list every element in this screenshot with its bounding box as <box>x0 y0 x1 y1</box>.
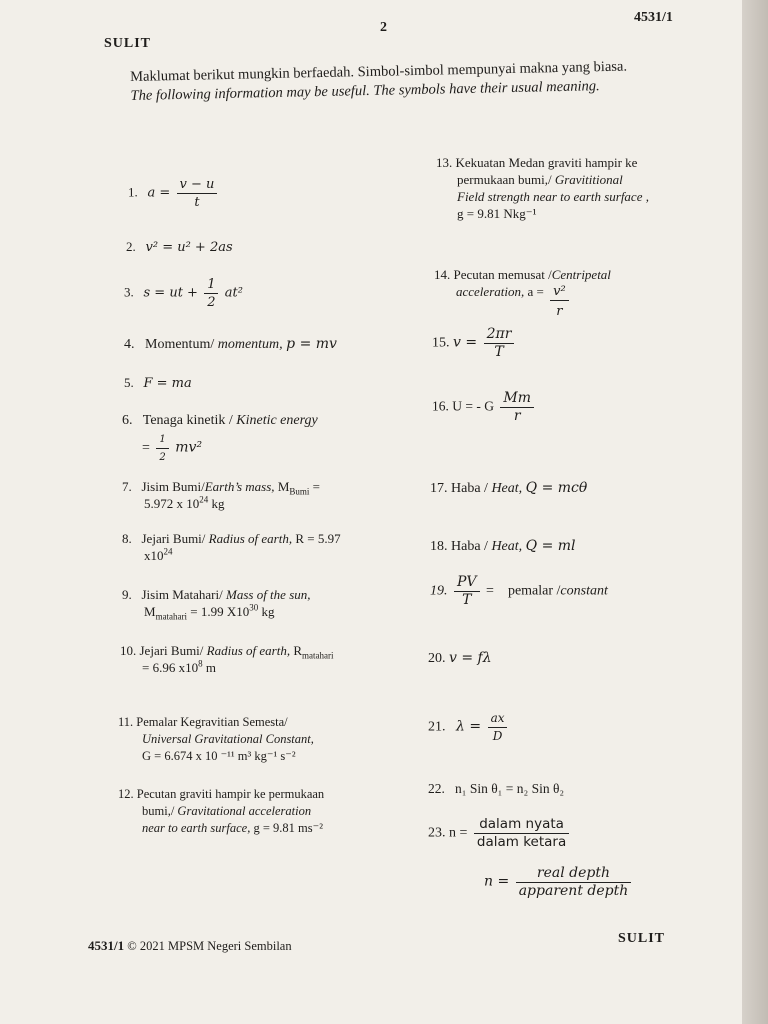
formula-item-6: 6. Tenaga kinetik / Kinetic energy = $\frac{1}{2}$ mv² <box>122 412 318 466</box>
footer-sulit-label: SULIT <box>618 931 666 946</box>
fraction: $\frac{PV}{T}$ <box>454 574 480 609</box>
fraction: $\frac{Mm}{r}$ <box>500 390 534 425</box>
header-sulit-label: SULIT <box>104 36 152 51</box>
formula-item-8: 8. Jejari Bumi/ Radius of earth, R = 5.97 $x10^{24}$ <box>122 531 341 563</box>
footer-copyright: 4531/1 © 2021 MPSM Negeri Sembilan <box>88 938 292 953</box>
formula-item-17: 17. Haba / Heat, Q = mcθ <box>430 480 588 496</box>
formula-item-20: 20. v = fλ <box>428 650 492 666</box>
formula-item-10: 10. Jejari Bumi/ Radius of earth, $R_{matahari}$ = 6.96 $x10^8$ m <box>120 643 334 675</box>
formula-item-4: 4. Momentum/ momentum, p = mv <box>124 336 337 352</box>
formula-item-12: 12. Pecutan graviti hampir ke permukaan bumi,/ Gravitational acceleration near to earth surface, g = 9.81 ms⁻² <box>118 787 325 835</box>
formula-item-16: 16. U = - G $\frac{Mm}{r}$ <box>432 390 537 425</box>
fraction: $\frac{\text{real depth}}{\text{apparent depth}}$ <box>516 865 632 900</box>
page-edge <box>742 0 768 1024</box>
formula-item-23: 23. n = $\frac{\text{dalam nyata}}{\text{dalam ketara}}$ n = $\frac{\text{real depth}}{\text{apparent depth}}$ <box>428 816 634 900</box>
fraction: $\frac{v - u}{t}$ <box>177 176 218 211</box>
formula-item-21: 21. λ = $\frac{ax}{D}$ <box>428 710 510 745</box>
formula-item-14: 14. Pecutan memusat /Centripetal acceleration, a = $\frac{\text{v²}}{r}$ <box>434 267 611 319</box>
formula-item-5: 5. F = ma <box>124 375 192 391</box>
formula-item-9: 9. Jisim Matahari/ Mass of the sun, $M_{matahari} = 1.99$ $X10^{30}$ kg <box>122 587 311 622</box>
formula-item-22: 22. n₁ Sin θ₁ = n₂ Sin θ₂ <box>428 781 565 796</box>
paper-code: 4531/1 <box>634 10 673 25</box>
fraction: $\frac{2\pi r}{T}$ <box>484 326 515 361</box>
page-number: 2 <box>380 20 387 35</box>
fraction: $\frac{ax}{D}$ <box>488 710 508 745</box>
formula-item-11: 11. Pemalar Kegravitian Semesta/ Universal Gravitational Constant, G = 6.674 x 10 ⁻¹¹ m³ kg⁻¹ s⁻² <box>118 715 314 763</box>
formula-item-18: 18. Haba / Heat, Q = ml <box>430 538 576 554</box>
fraction: $\frac{\text{v²}}{r}$ <box>550 283 569 320</box>
formula-item-7: 7. Jisim Bumi/Earth’s mass, $M_{Bumi}$ = 5.972 x $10^{24}$ kg <box>122 479 320 511</box>
intro-english: The following information may be useful. The symbols have their usual meaning. <box>130 78 600 104</box>
formula-item-15: 15. v = $\frac{2\pi r}{T}$ <box>432 326 517 361</box>
formula-item-19: 19. $\frac{PV}{T}$ = pemalar /constant <box>430 574 608 608</box>
fraction: $\frac{1}{2}$ <box>204 276 218 311</box>
fraction: $\frac{\text{dalam nyata}}{\text{dalam ketara}}$ <box>474 816 569 851</box>
intro-text <box>130 58 628 106</box>
formula-item-2: 2. v² = u² + 2as <box>126 239 233 255</box>
fraction: $\frac{1}{2}$ <box>156 431 168 466</box>
formula-item-1: 1. a = $\frac{v - u}{t}$ <box>128 176 220 211</box>
formula-item-13: 13. Kekuatan Medan graviti hampir ke permukaan bumi,/ Gravititional Field strength near to earth surface , g = 9.81 Nkg⁻¹ <box>436 155 649 221</box>
intro-malay: Maklumat berikut mungkin berfaedah. Simbol-simbol mempunyai makna yang biasa. <box>130 58 628 85</box>
formula-item-3: 3. s = ut + $\frac{1}{2}$ at² <box>124 277 243 310</box>
